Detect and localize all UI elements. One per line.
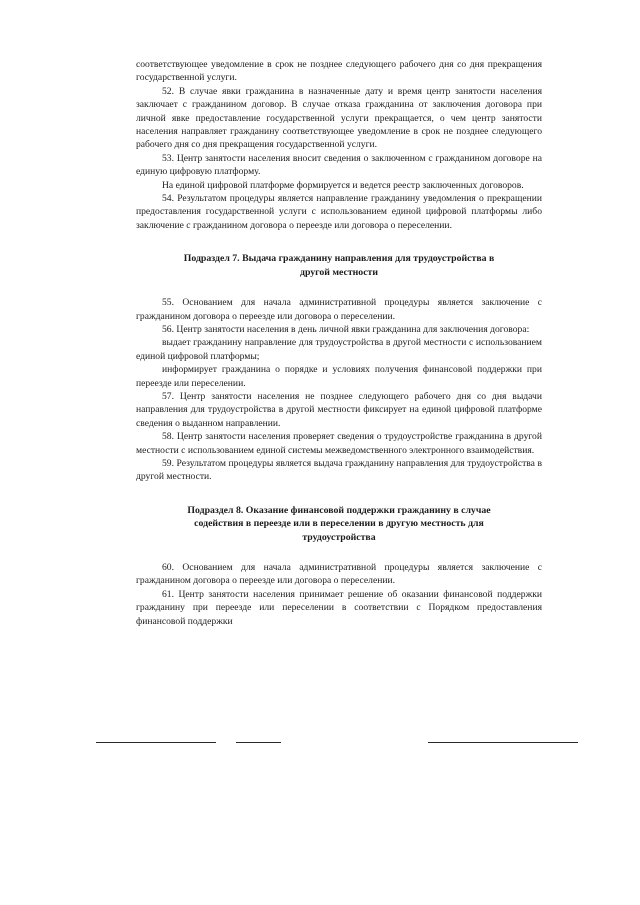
- section-heading-line: содействия в переезде или в переселении в другую местность для: [194, 518, 484, 530]
- section-heading-line: трудоустройства: [302, 531, 376, 543]
- paragraph: 54. Результатом процедуры является направление гражданину уведомления о прекращении предоставления государственной услуги с использованием единой цифровой платформы либо заключение с гражданином договора о переезде или договора о переселении.: [136, 193, 542, 231]
- footer-rule-left: [96, 742, 216, 743]
- section-heading-line: Подраздел 7. Выдача гражданину направления для трудоустройства в: [183, 253, 495, 265]
- paragraph: информирует гражданина о порядке и условиях получения финансовой поддержки при переезде или переселении.: [136, 364, 542, 389]
- paragraph: 59. Результатом процедуры является выдача гражданину направления для трудоустройства в другой местности.: [136, 457, 542, 483]
- section-heading-line: Подраздел 8. Оказание финансовой поддержки гражданину в случае: [187, 504, 491, 516]
- paragraph: выдает гражданину направление для трудоустройства в другой местности с использованием единой цифровой платформы;: [136, 337, 542, 362]
- section-heading: [136, 252, 542, 279]
- paragraph: 53. Центр занятости населения вносит сведения о заключенном с гражданином договоре на единую цифровую платформу.: [136, 152, 542, 178]
- paragraph: 58. Центр занятости населения проверяет сведения о трудоустройстве гражданина в другой местности с использованием единой системы межведомственного электронного взаимодействия.: [136, 431, 542, 456]
- paragraph: 55. Основанием для начала административной процедуры является заключение с гражданином договора о переезде или договора о переселении.: [136, 297, 542, 322]
- paragraph: соответствующее уведомление в срок не позднее следующего рабочего дня со дня прекращения государственной услуги.: [136, 59, 542, 84]
- paragraph: 57. Центр занятости населения не позднее следующего рабочего дня со дня выдачи направления для трудоустройства в другой местности фиксирует на единой цифровой платформе сведения о выданном направлении.: [136, 390, 542, 429]
- paragraph: 61. Центр занятости населения принимает решение об оказании финансовой поддержки гражданину при переезде или переселении в соответствии с Порядком предоставления финансовой поддержки: [136, 588, 542, 627]
- document-body: [136, 58, 542, 628]
- section-heading-line: другой местности: [299, 266, 379, 278]
- paragraph: 56. Центр занятости населения в день личной явки гражданина для заключения договора:: [162, 323, 530, 335]
- paragraph: 52. В случае явки гражданина в назначенные дату и время центр занятости населения заключает с гражданином договор. В случае отказа гражданина от заключения договора при личной явке предоставление государственной услуги прекращается, о чем центр занятости населения направляет гражданину соответствующее уведомление в срок не позднее следующего рабочего дня со дня прекращения государственной услуги.: [136, 85, 542, 151]
- paragraph: На единой цифровой платформе формируется и ведется реестр заключенных договоров.: [162, 179, 524, 191]
- footer-rule-center: [236, 742, 281, 743]
- paragraph: 60. Основанием для начала административной процедуры является заключение с гражданином договора о переезде или договора о переселении.: [136, 562, 542, 587]
- section-heading: [136, 504, 542, 544]
- footer-rule-right: [428, 742, 578, 743]
